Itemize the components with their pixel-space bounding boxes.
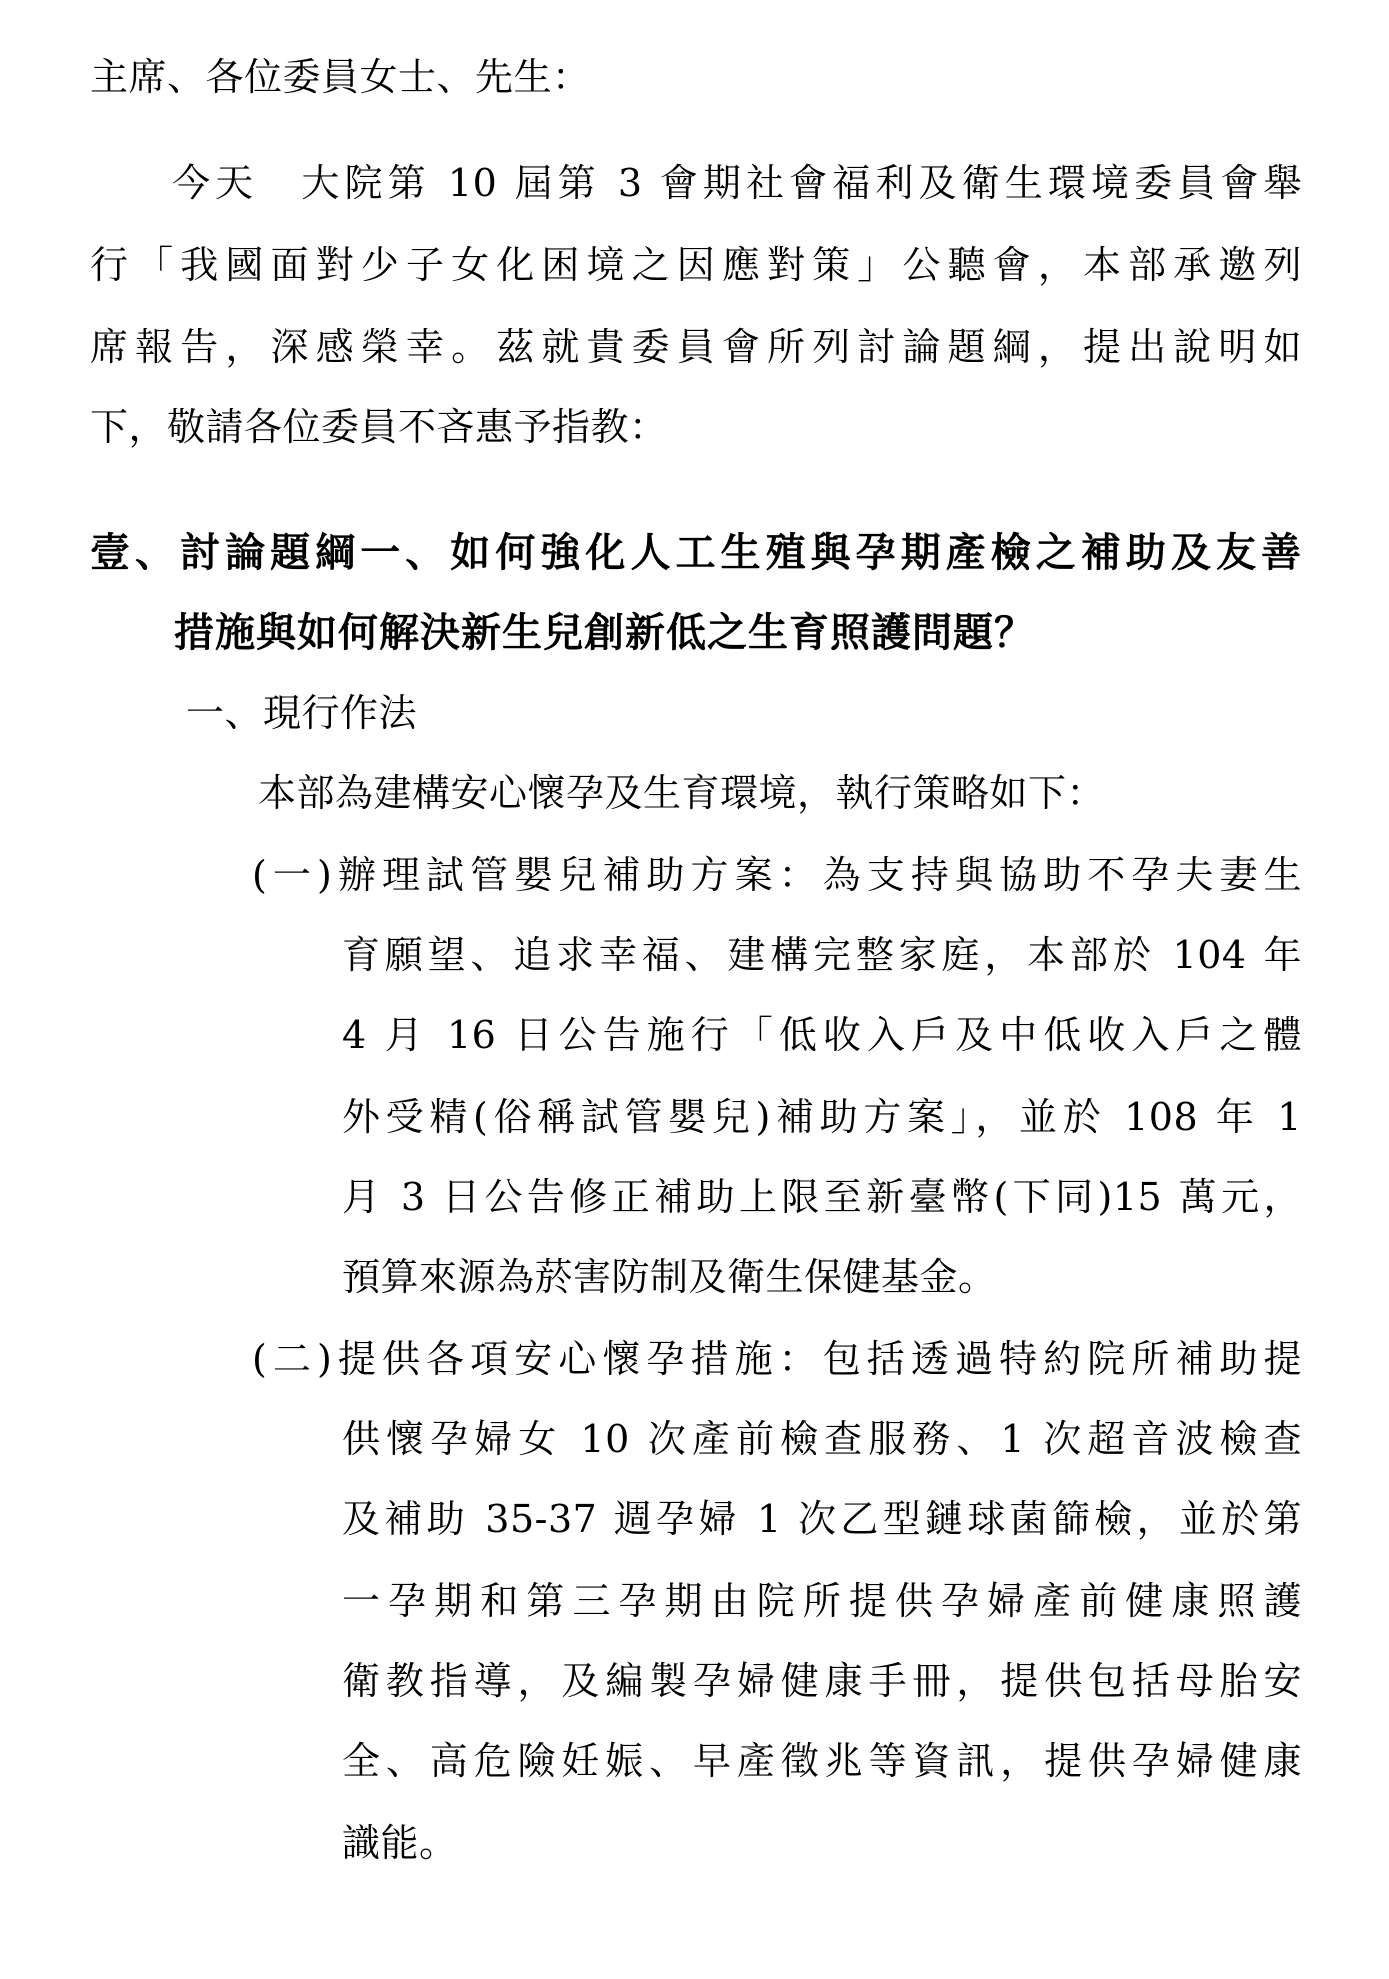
item-2-line-5: 衛教指導，及編製孕婦健康手冊，提供包括母胎安 <box>342 1659 1302 1703</box>
item-2-line-3: 及補助 35-37 週孕婦 1 次乙型鏈球菌篩檢，並於第 <box>342 1497 1302 1541</box>
item-2-line-7: 識能。 <box>342 1821 458 1865</box>
intro-line-3: 席報告，深感榮幸。茲就貴委員會所列討論題綱，提出說明如 <box>90 325 1302 369</box>
item-1-line-6: 預算來源為菸害防制及衛生保健基金。 <box>342 1255 997 1299</box>
section-heading-line-1: 壹、討論題綱一、如何強化人工生殖與孕期產檢之補助及友善 <box>90 529 1302 576</box>
item-1-line-1: (一)辦理試管嬰兒補助方案：為支持與協助不孕夫妻生 <box>252 853 1302 897</box>
intro-line-4: 下，敬請各位委員不吝惠予指教： <box>90 405 668 449</box>
item-2-line-2: 供懷孕婦女 10 次產前檢查服務、1 次超音波檢查 <box>342 1417 1302 1461</box>
item-1-line-4: 外受精(俗稱試管嬰兒)補助方案」，並於 108 年 1 <box>342 1095 1302 1139</box>
intro-line-2: 行「我國面對少子女化困境之因應對策」公聽會，本部承邀列 <box>90 243 1302 287</box>
section-heading-line-2: 措施與如何解決新生兒創新低之生育照護問題？ <box>174 609 1035 656</box>
greeting: 主席、各位委員女士、先生： <box>90 55 591 99</box>
item-1-line-5: 月 3 日公告修正補助上限至新臺幣(下同)15 萬元， <box>342 1175 1302 1219</box>
subsection-title: 一、現行作法 <box>186 691 418 735</box>
item-1-line-2: 育願望、追求幸福、建構完整家庭，本部於 104 年 <box>342 933 1302 977</box>
item-2-line-6: 全、高危險妊娠、早產徵兆等資訊，提供孕婦健康 <box>342 1739 1302 1783</box>
item-1-line-3: 4 月 16 日公告施行「低收入戶及中低收入戶之體 <box>342 1013 1302 1057</box>
subsection-lead: 本部為建構安心懷孕及生育環境，執行策略如下： <box>258 771 1106 815</box>
intro-line-1: 今天 大院第 10 屆第 3 會期社會福利及衛生環境委員會舉 <box>172 161 1302 205</box>
item-2-line-1: (二)提供各項安心懷孕措施：包括透過特約院所補助提 <box>252 1337 1302 1381</box>
item-2-line-4: 一孕期和第三孕期由院所提供孕婦產前健康照護 <box>342 1579 1302 1623</box>
